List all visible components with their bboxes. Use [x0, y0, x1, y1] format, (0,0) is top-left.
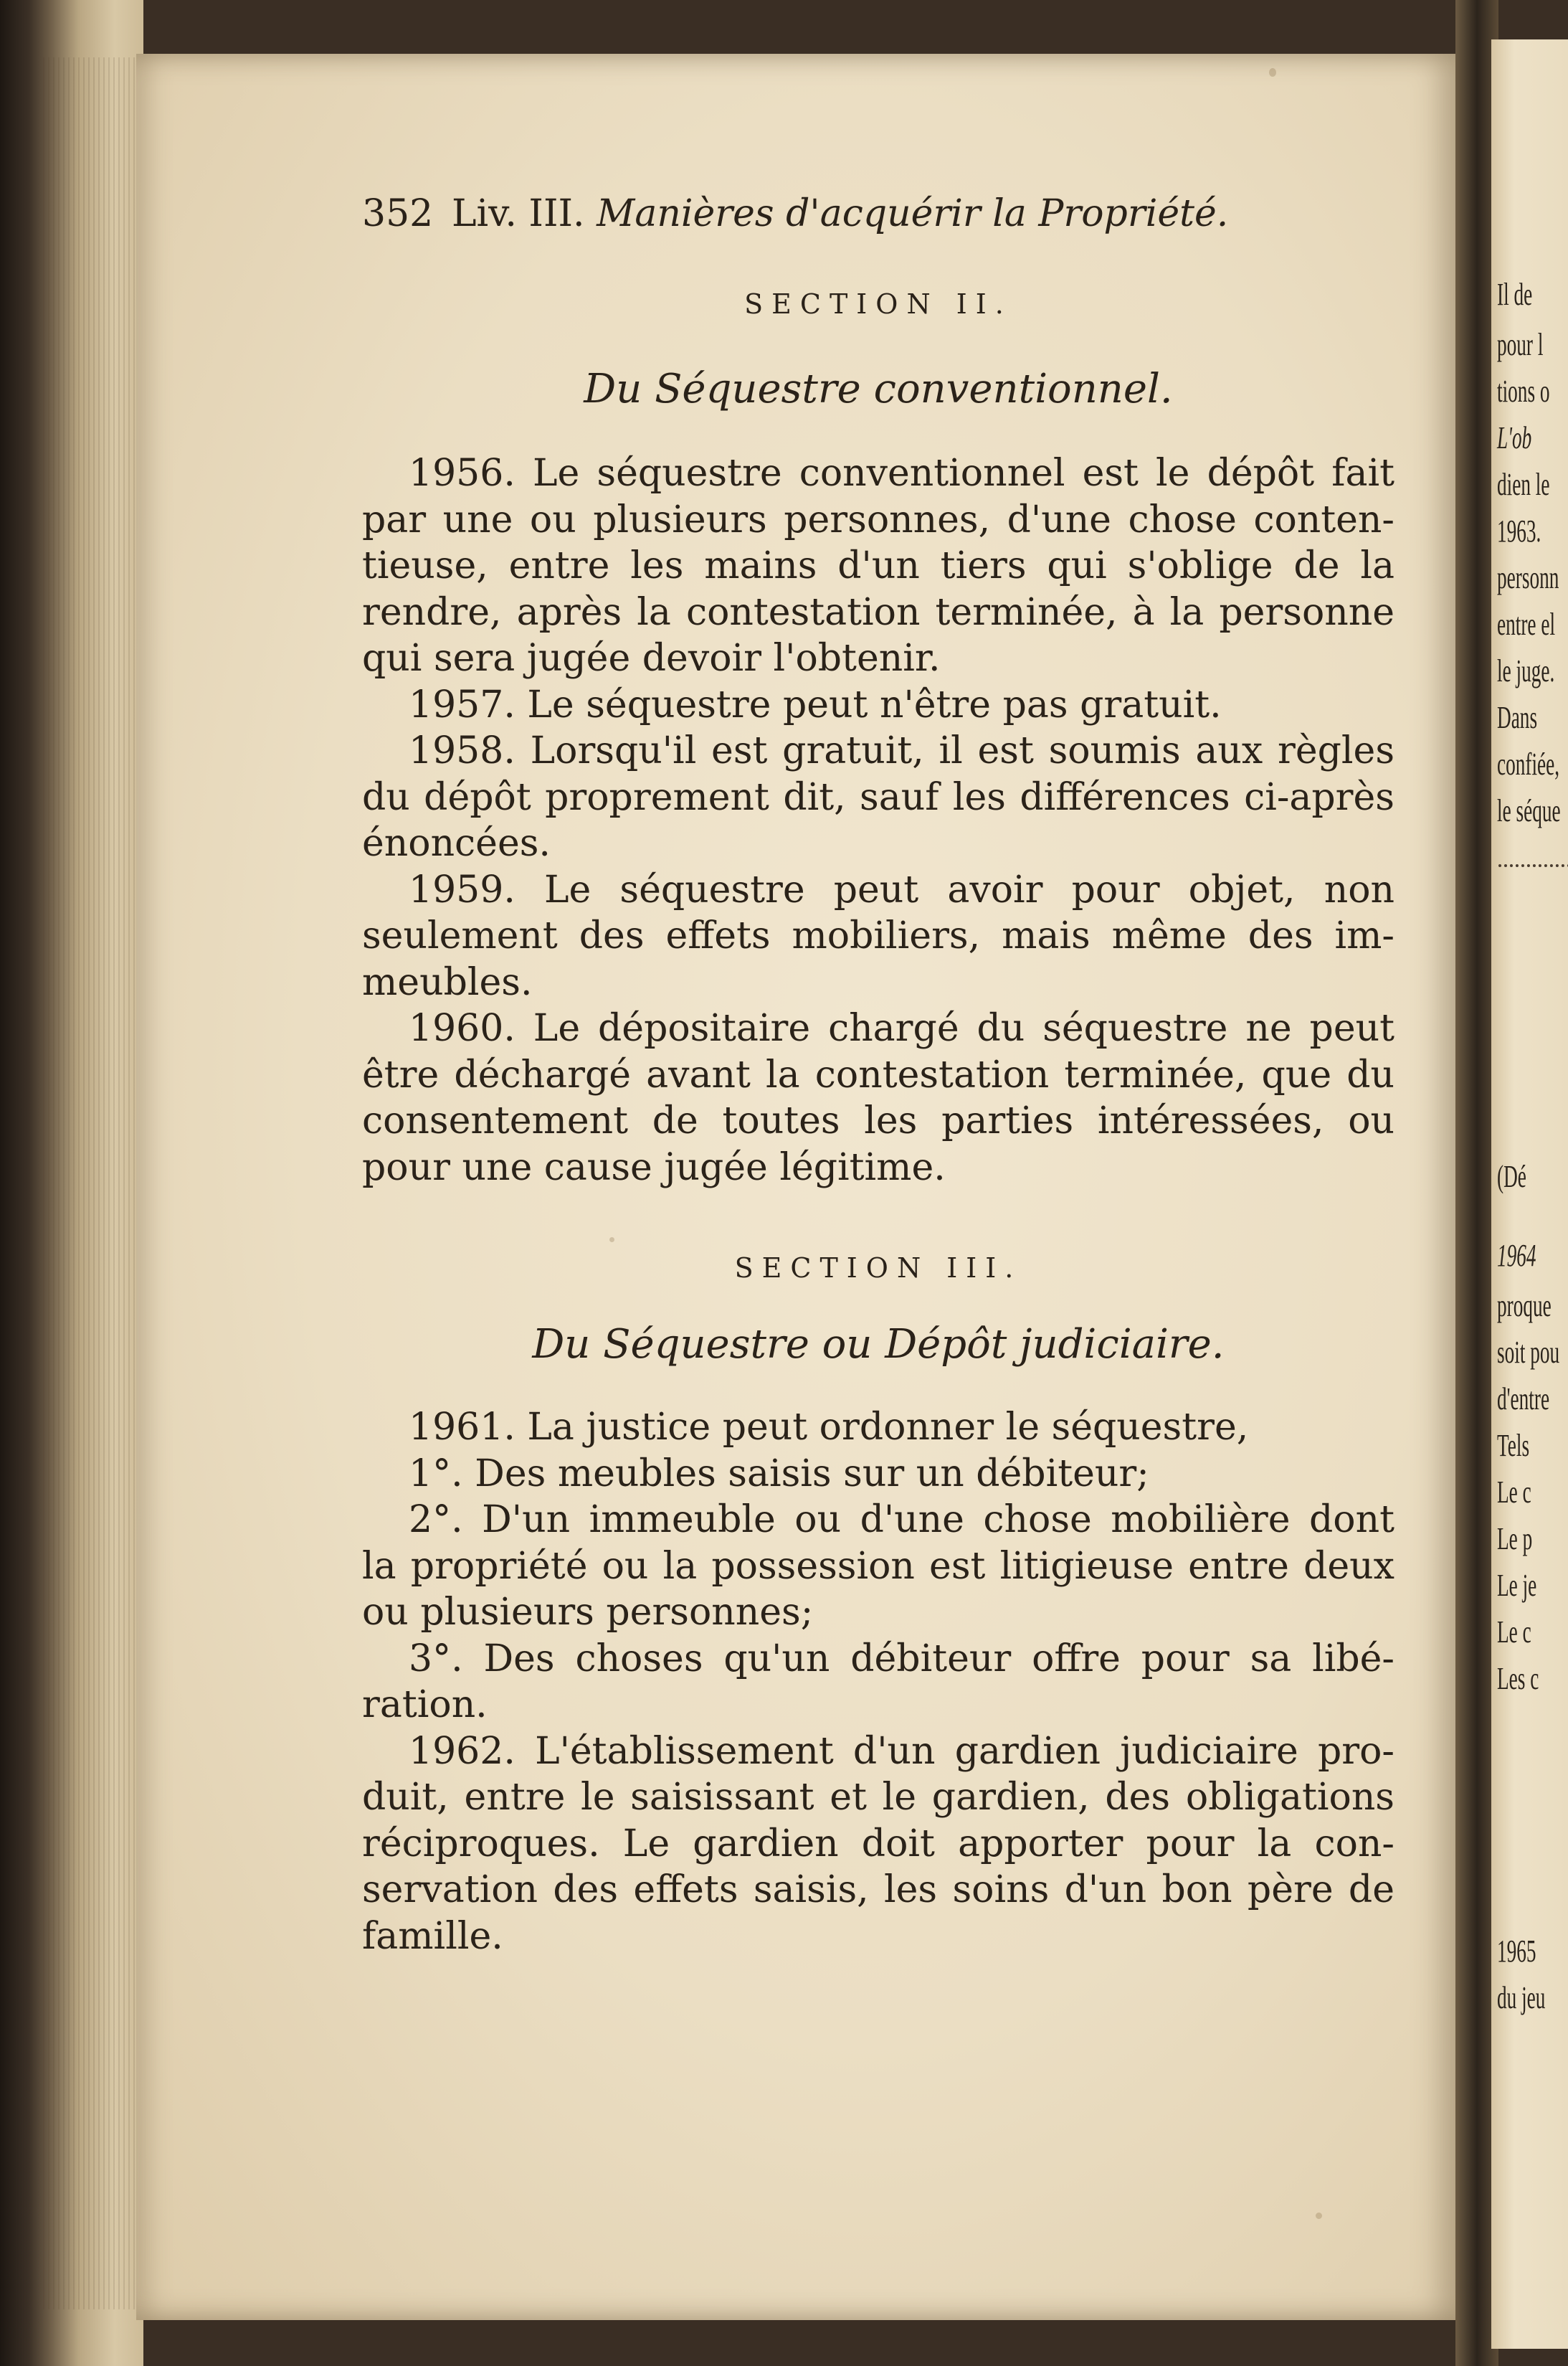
next-page-line: pour l [1497, 327, 1544, 362]
next-page-line: proque [1497, 1288, 1552, 1323]
text-line: 1962. L'établissement d'un gardien judiciaire pro- [409, 1729, 1394, 1773]
next-page-line: 1964 [1497, 1238, 1536, 1273]
text-line: consentement de toutes les parties intéressées, ou [362, 1099, 1394, 1142]
text-line: 1956. Le séquestre conventionnel est le dépôt fait [409, 452, 1394, 495]
text-line: rendre, après la contestation terminée, à la personne [362, 590, 1394, 634]
text-line: pour une cause jugée légitime. [362, 1145, 946, 1189]
running-head-title [452, 192, 1228, 235]
next-page-line: soit pou [1497, 1335, 1560, 1370]
next-page-line: Le c [1497, 1475, 1531, 1510]
text-line: 1961. La justice peut ordonner le séquestre, [409, 1406, 1249, 1449]
chapter-title: Manières d'acquérir la Propriété. [597, 192, 1229, 235]
page-number: 352 [362, 192, 434, 235]
text-line: famille. [362, 1914, 503, 1958]
text-line: par une ou plusieurs personnes, d'une chose conten- [362, 498, 1394, 541]
section-heading: SECTION II. [744, 288, 1012, 320]
next-page-fragment [1491, 39, 1568, 2349]
text-line: 1960. Le dépositaire chargé du séquestre ne peut [409, 1007, 1394, 1050]
next-page-line: le juge. [1497, 653, 1555, 688]
text-line: ou plusieurs personnes; [362, 1591, 814, 1634]
text-line: énoncées. [362, 822, 551, 865]
section-title: Du Séquestre ou Dépôt judiciaire. [532, 1321, 1225, 1368]
next-page-line: Les c [1497, 1661, 1539, 1696]
next-page-line: tions o [1497, 374, 1550, 409]
next-page-line: confiée, [1497, 747, 1560, 782]
next-page-line: L'ob [1497, 420, 1532, 455]
book-label: Liv. III. [452, 192, 585, 235]
next-page-line: Le p [1497, 1521, 1533, 1556]
text-line: ration. [362, 1683, 488, 1726]
text-line: 1°. Des meubles saisis sur un débiteur; [409, 1452, 1149, 1495]
running-head [362, 192, 1416, 242]
text-line: meubles. [362, 960, 533, 1004]
text-line: 2°. D'un immeuble ou d'une chose mobilière dont [409, 1498, 1394, 1541]
next-page-line: le séque [1497, 793, 1561, 828]
next-page-line: 1963. [1497, 514, 1541, 549]
section-title: Du Séquestre conventionnel. [584, 366, 1173, 412]
text-line: servation des effets saisis, les soins d'un bon père de [362, 1868, 1394, 1911]
next-page-line: personn [1497, 560, 1559, 595]
text-line: du dépôt proprement dit, sauf les différences ci-après [362, 775, 1394, 819]
next-page-line: dien le [1497, 467, 1550, 502]
next-page-line: 1965 [1497, 1934, 1536, 1969]
next-page-line: du jeu [1497, 1980, 1546, 2015]
text-line: 1958. Lorsqu'il est gratuit, il est soumis aux règles [409, 729, 1394, 772]
next-page-line: Tels [1497, 1428, 1530, 1463]
foxing-spot [1269, 68, 1276, 77]
foxing-spot [1316, 2213, 1322, 2219]
text-line: tieuse, entre les mains d'un tiers qui s'oblige de la [362, 544, 1394, 587]
text-line: duit, entre le saisissant et le gardien, des obligations [362, 1776, 1394, 1819]
text-line: 1957. Le séquestre peut n'être pas gratuit. [409, 683, 1222, 727]
text-line: être déchargé avant la contestation terminée, que du [362, 1053, 1394, 1097]
text-line: la propriété ou la possession est litigieuse entre deux [362, 1544, 1394, 1588]
section-2-body [362, 450, 1394, 1191]
next-page-line: d'entre [1497, 1381, 1550, 1416]
text-line: réciproques. Le gardien doit apporter pour la con- [362, 1822, 1394, 1865]
section-3-body [362, 1404, 1394, 1959]
text-line: seulement des effets mobiliers, mais même des im- [362, 914, 1394, 957]
text-line: 3°. Des choses qu'un débiteur offre pour sa libé- [409, 1637, 1394, 1680]
next-page-line: Il de [1497, 277, 1533, 312]
foxing-spot [609, 1237, 614, 1242]
next-page-line: entre el [1497, 607, 1556, 642]
text-line: 1959. Le séquestre peut avoir pour objet, non [409, 868, 1394, 912]
next-page-line: Le c [1497, 1614, 1531, 1650]
next-page-rule [1498, 864, 1568, 867]
next-page-line: (Dé [1497, 1159, 1526, 1194]
text-line: qui sera jugée devoir l'obtenir. [362, 637, 941, 680]
section-heading: SECTION III. [734, 1252, 1022, 1284]
page-stack-lines [43, 57, 143, 2309]
next-page-line: Dans [1497, 700, 1538, 735]
next-page-line: Le je [1497, 1568, 1537, 1603]
